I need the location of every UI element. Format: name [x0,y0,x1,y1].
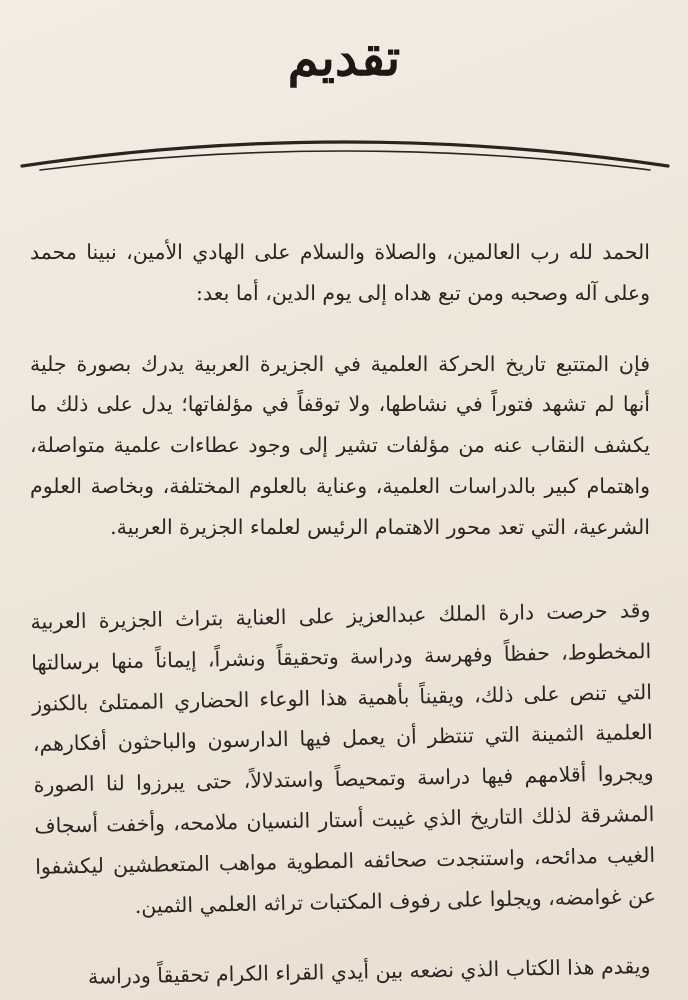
body-text [30,232,657,989]
page-title: تقديم [287,28,401,87]
paragraph-darah: وقد حرصت دارة الملك عبدالعزيز على العناية بتراث الجزيرة العربية المخطوط، حفظاً وفهرسة ودراسة وتحقيقاً ونشراً، إيماناً منها برسالتها التي تنص على ذلك، ويقيناً بأهمية هذا الوعاء الحضاري الممتلئ بالكنوز العلمية الثمينة التي تنتظر أن يعمل فيها الدارسون والباحثون أفكارهم، ويجروا أقلامهم فيها دراسة وتمحيصاً واستدلالاً، حتى يبرزوا لنا الصورة المشرقة لذلك التاريخ الذي غيبت أستار النسيان ملامحه، وأخفت أسجاف الغيب مدائحه، واستنجدت صحائفه المطوية مواهب المتعطشين ليكشفوا عن غوامضه، ويجلوا على رفوف المكتبات تراثه العلمي الثمين. [30,597,657,918]
divider-curve-upper [22,142,668,166]
ornamental-divider [20,128,670,172]
paragraph-opening: الحمد لله رب العالمين، والصلاة والسلام على الهادي الأمين، نبينا محمد وعلى آله وصحبه ومن تبع هداه إلى يوم الدين، أما بعد: [30,240,650,305]
paragraph-history: فإن المتتبع تاريخ الحركة العلمية في الجزيرة العربية يدرك بصورة جلية أنها لم تشهد فتوراً في نشاطها، ولا توقفاً في مؤلفاتها؛ يدل على ذلك ما يكشف النقاب عنه من مؤلفات تشير إلى وجود عطاءات علمية متواصلة، واهتمام كبير بالدراسات العلمية، وعناية بالعلوم المختلفة، وبخاصة العلوم الشرعية، التي تعد محور الاهتمام الرئيس لعلماء الجزيرة العربية. [30,351,650,539]
paragraph-book-intro: ويقدم هذا الكتاب الذي نضعه بين أيدي القراء الكرام تحقيقاً ودراسة [87,953,651,989]
